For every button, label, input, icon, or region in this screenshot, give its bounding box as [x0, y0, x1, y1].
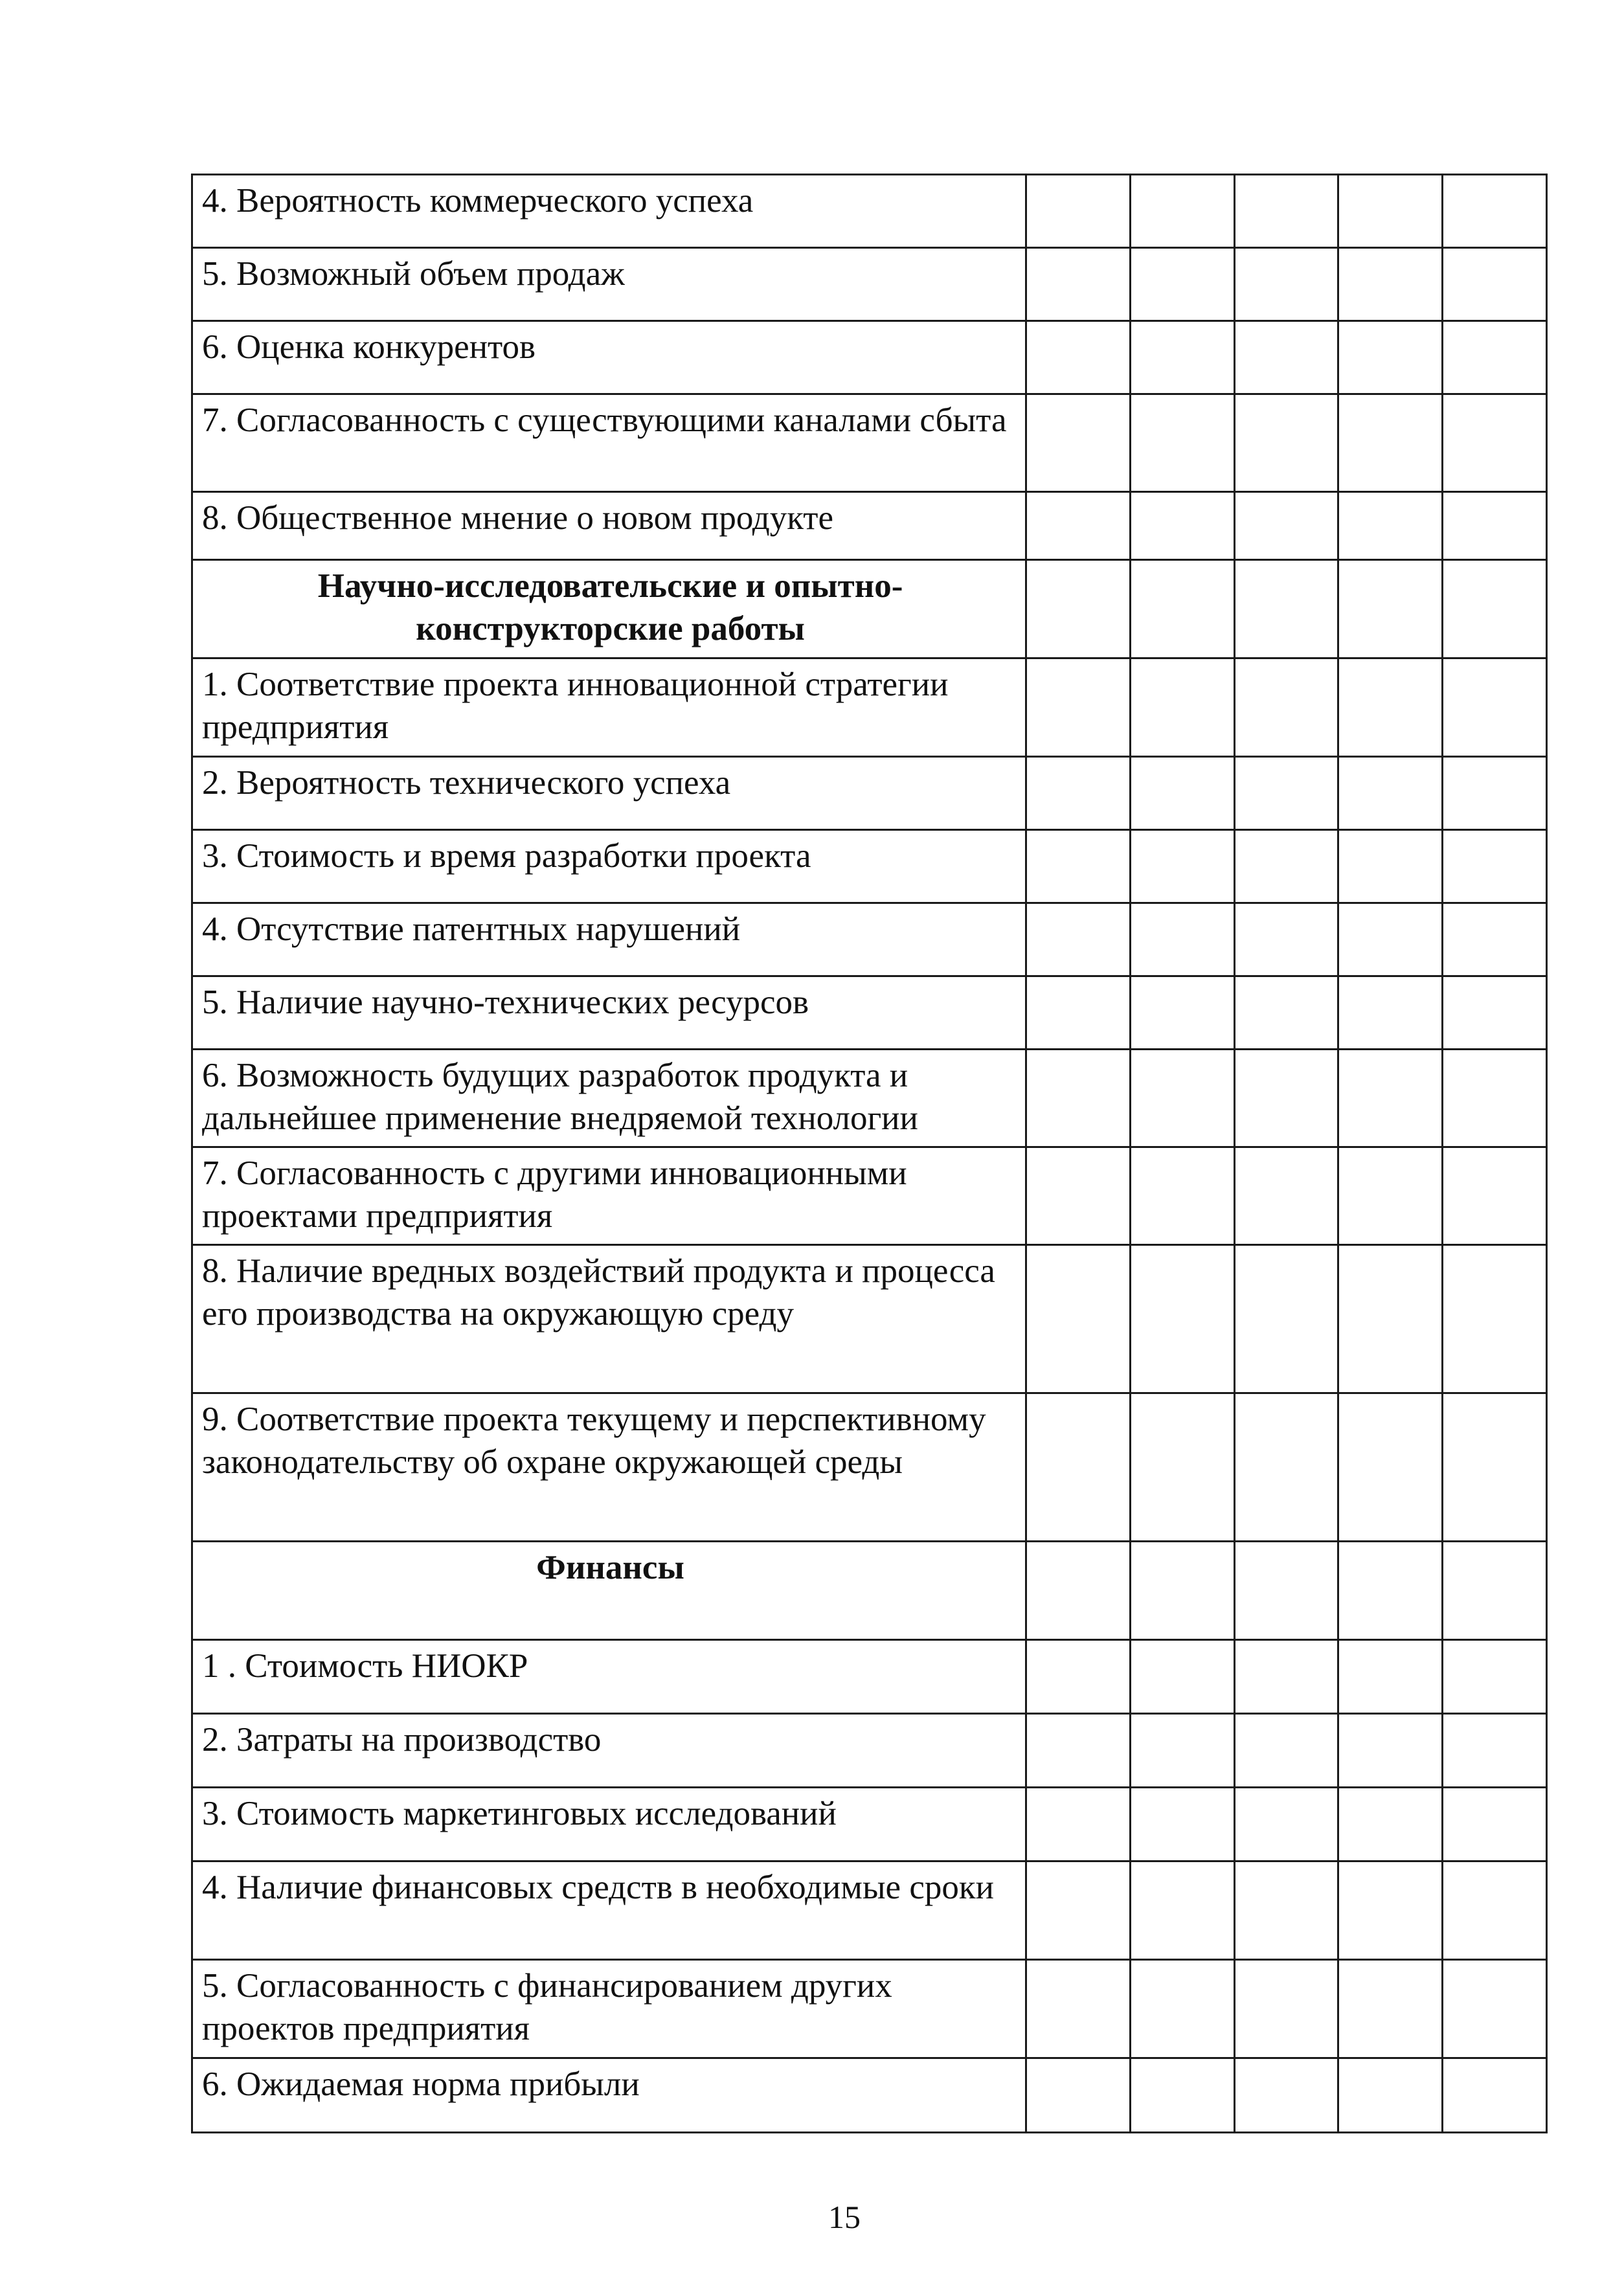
criterion-label: 6. Ожидаемая норма прибыли	[192, 2058, 1026, 2133]
score-cell	[1234, 560, 1338, 658]
criterion-label: 6. Возможность будущих разработок продукта и дальнейшее применение внедряемой технологии	[192, 1050, 1026, 1147]
score-cell	[1443, 394, 1547, 492]
criterion-row	[192, 976, 1547, 1050]
evaluation-criteria-table	[191, 174, 1548, 2133]
criterion-label: 6. Оценка конкурентов	[192, 321, 1026, 394]
score-cell	[1234, 175, 1338, 248]
criterion-label: 3. Стоимость маркетинговых исследований	[192, 1788, 1026, 1861]
score-cell	[1130, 903, 1234, 976]
score-cell	[1130, 1640, 1234, 1714]
score-cell	[1130, 757, 1234, 830]
score-cell	[1443, 1960, 1547, 2058]
criterion-label: 7. Согласованность с другими инновационными проектами предприятия	[192, 1147, 1026, 1245]
score-cell	[1338, 394, 1443, 492]
score-cell	[1234, 1245, 1338, 1393]
score-cell	[1130, 248, 1234, 321]
score-cell	[1443, 1245, 1547, 1393]
score-cell	[1130, 830, 1234, 903]
score-cell	[1338, 1960, 1443, 2058]
score-cell	[1338, 1245, 1443, 1393]
score-cell	[1130, 1542, 1234, 1640]
score-cell	[1026, 1714, 1131, 1788]
criterion-row	[192, 1147, 1547, 1245]
score-cell	[1338, 1393, 1443, 1542]
criterion-row	[192, 2058, 1547, 2133]
score-cell	[1026, 1788, 1131, 1861]
criterion-row	[192, 1960, 1547, 2058]
score-cell	[1338, 321, 1443, 394]
score-cell	[1026, 321, 1131, 394]
score-cell	[1130, 1393, 1234, 1542]
score-cell	[1443, 492, 1547, 560]
score-cell	[1338, 757, 1443, 830]
criterion-label: 8. Наличие вредных воздействий продукта и процесса его производства на окружающую среду	[192, 1245, 1026, 1393]
score-cell	[1234, 492, 1338, 560]
score-cell	[1026, 1245, 1131, 1393]
score-cell	[1338, 1861, 1443, 1960]
criterion-label: 1. Соответствие проекта инновационной стратегии предприятия	[192, 658, 1026, 757]
criterion-label: 2. Затраты на производство	[192, 1714, 1026, 1788]
criterion-row	[192, 830, 1547, 903]
criterion-row	[192, 1714, 1547, 1788]
score-cell	[1234, 658, 1338, 757]
score-cell	[1234, 1050, 1338, 1147]
score-cell	[1234, 394, 1338, 492]
score-cell	[1130, 1960, 1234, 2058]
criterion-row	[192, 492, 1547, 560]
score-cell	[1026, 903, 1131, 976]
score-cell	[1026, 830, 1131, 903]
criterion-label: 9. Соответствие проекта текущему и перспективному законодательству об охране окружающей среды	[192, 1393, 1026, 1542]
score-cell	[1234, 321, 1338, 394]
score-cell	[1026, 394, 1131, 492]
criterion-row	[192, 1640, 1547, 1714]
score-cell	[1443, 248, 1547, 321]
score-cell	[1443, 2058, 1547, 2133]
score-cell	[1234, 1861, 1338, 1960]
score-cell	[1026, 1960, 1131, 2058]
score-cell	[1130, 1788, 1234, 1861]
section-header-row	[192, 1542, 1547, 1640]
score-cell	[1234, 1960, 1338, 2058]
score-cell	[1338, 1147, 1443, 1245]
score-cell	[1130, 321, 1234, 394]
score-cell	[1130, 175, 1234, 248]
score-cell	[1026, 175, 1131, 248]
section-title: Научно-исследовательские и опытно-конструкторские работы	[192, 560, 1026, 658]
score-cell	[1234, 248, 1338, 321]
criterion-row	[192, 1788, 1547, 1861]
score-cell	[1443, 757, 1547, 830]
score-cell	[1338, 1788, 1443, 1861]
score-cell	[1443, 321, 1547, 394]
score-cell	[1026, 1640, 1131, 1714]
score-cell	[1234, 1640, 1338, 1714]
score-cell	[1026, 248, 1131, 321]
score-cell	[1338, 492, 1443, 560]
score-cell	[1234, 1788, 1338, 1861]
criterion-label: 4. Наличие финансовых средств в необходимые сроки	[192, 1861, 1026, 1960]
score-cell	[1026, 1861, 1131, 1960]
criterion-row	[192, 1393, 1547, 1542]
score-cell	[1026, 1393, 1131, 1542]
score-cell	[1443, 1393, 1547, 1542]
score-cell	[1443, 1147, 1547, 1245]
score-cell	[1338, 976, 1443, 1050]
score-cell	[1338, 248, 1443, 321]
score-cell	[1026, 2058, 1131, 2133]
score-cell	[1130, 1147, 1234, 1245]
score-cell	[1130, 492, 1234, 560]
criterion-label: 7. Согласованность с существующими каналами сбыта	[192, 394, 1026, 492]
score-cell	[1338, 560, 1443, 658]
score-cell	[1130, 976, 1234, 1050]
score-cell	[1443, 658, 1547, 757]
score-cell	[1130, 1245, 1234, 1393]
score-cell	[1443, 1788, 1547, 1861]
score-cell	[1130, 1050, 1234, 1147]
score-cell	[1026, 1542, 1131, 1640]
score-cell	[1234, 830, 1338, 903]
score-cell	[1443, 560, 1547, 658]
score-cell	[1026, 560, 1131, 658]
criterion-row	[192, 321, 1547, 394]
criterion-label: 8. Общественное мнение о новом продукте	[192, 492, 1026, 560]
criterion-row	[192, 757, 1547, 830]
score-cell	[1338, 903, 1443, 976]
section-header-row	[192, 560, 1547, 658]
score-cell	[1130, 1861, 1234, 1960]
criterion-label: 4. Вероятность коммерческого успеха	[192, 175, 1026, 248]
criterion-label: 1 . Стоимость НИОКР	[192, 1640, 1026, 1714]
criterion-label: 3. Стоимость и время разработки проекта	[192, 830, 1026, 903]
score-cell	[1130, 1714, 1234, 1788]
score-cell	[1338, 175, 1443, 248]
criterion-row	[192, 248, 1547, 321]
criterion-row	[192, 658, 1547, 757]
criterion-row	[192, 394, 1547, 492]
score-cell	[1234, 976, 1338, 1050]
score-cell	[1026, 1147, 1131, 1245]
score-cell	[1338, 1640, 1443, 1714]
criterion-row	[192, 1861, 1547, 1960]
score-cell	[1338, 1542, 1443, 1640]
criterion-row	[192, 1050, 1547, 1147]
score-cell	[1338, 1050, 1443, 1147]
score-cell	[1026, 1050, 1131, 1147]
score-cell	[1130, 658, 1234, 757]
score-cell	[1234, 1393, 1338, 1542]
score-cell	[1130, 2058, 1234, 2133]
score-cell	[1234, 1714, 1338, 1788]
score-cell	[1026, 658, 1131, 757]
score-cell	[1234, 903, 1338, 976]
score-cell	[1443, 1542, 1547, 1640]
score-cell	[1338, 2058, 1443, 2133]
page-number: 15	[828, 2199, 861, 2235]
criterion-row	[192, 903, 1547, 976]
score-cell	[1443, 1050, 1547, 1147]
score-cell	[1130, 394, 1234, 492]
criterion-row	[192, 1245, 1547, 1393]
score-cell	[1443, 1640, 1547, 1714]
score-cell	[1026, 976, 1131, 1050]
score-cell	[1443, 830, 1547, 903]
score-cell	[1338, 658, 1443, 757]
section-title: Финансы	[192, 1542, 1026, 1640]
score-cell	[1338, 830, 1443, 903]
criterion-label: 5. Согласованность с финансированием других проектов предприятия	[192, 1960, 1026, 2058]
score-cell	[1443, 175, 1547, 248]
criterion-label: 4. Отсутствие патентных нарушений	[192, 903, 1026, 976]
criterion-row	[192, 175, 1547, 248]
criterion-label: 5. Возможный объем продаж	[192, 248, 1026, 321]
score-cell	[1443, 903, 1547, 976]
score-cell	[1338, 1714, 1443, 1788]
score-cell	[1026, 757, 1131, 830]
score-cell	[1234, 1542, 1338, 1640]
score-cell	[1443, 1861, 1547, 1960]
score-cell	[1443, 1714, 1547, 1788]
criterion-label: 2. Вероятность технического успеха	[192, 757, 1026, 830]
score-cell	[1234, 2058, 1338, 2133]
criterion-label: 5. Наличие научно-технических ресурсов	[192, 976, 1026, 1050]
score-cell	[1234, 757, 1338, 830]
score-cell	[1130, 560, 1234, 658]
score-cell	[1443, 976, 1547, 1050]
score-cell	[1234, 1147, 1338, 1245]
score-cell	[1026, 492, 1131, 560]
